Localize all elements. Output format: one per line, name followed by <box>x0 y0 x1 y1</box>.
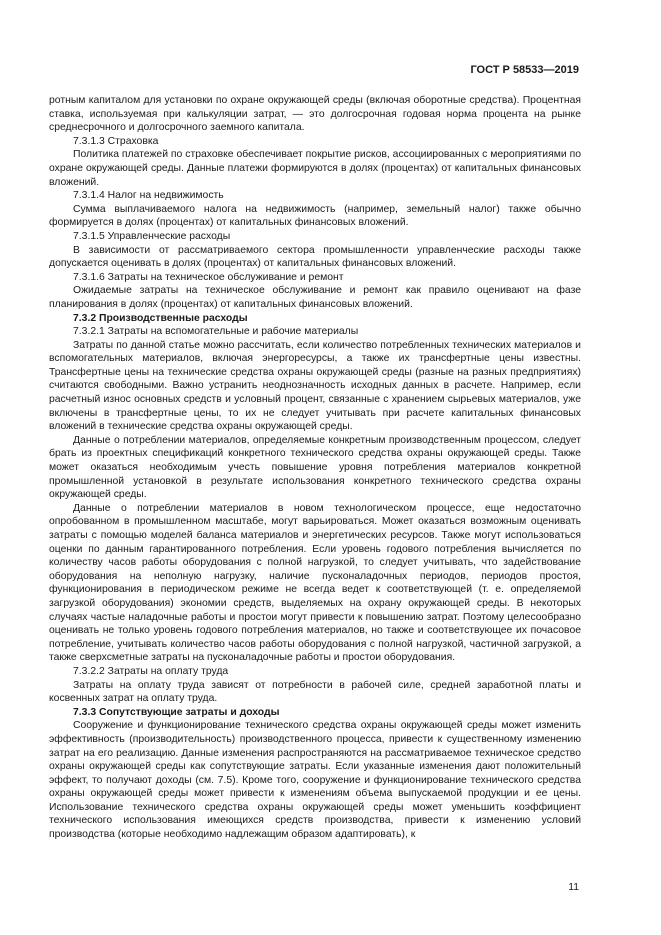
paragraph: Затраты по данной статье можно рассчитать, если количество потребленных технических материалов и вспомогательных материалов, включая энергоресурсы, а также их трансфертные цены известны. Трансфертные цены на технические средства охраны окружающей среды (разные на разных предприятиях) считаются свободными. Важно устранить неоднозначность исходных данных в расчете. Например, если расчетный износ основных средств и условный процент, связанные с хранением сырьевых материалов, уже включены в трансфертные цены, то их не следует учитывать при расчете капитальных финансовых вложений в технические средства охраны окружающей среды. <box>49 339 581 433</box>
section-heading-bold: 7.3.2 Производственные расходы <box>73 312 248 324</box>
section-heading: 7.3.1.5 Управленческие расходы <box>73 230 231 242</box>
section-heading: 7.3.1.3 Страховка <box>73 135 159 147</box>
paragraph: Данные о потреблении материалов, определяемые конкретным производственным процессом, следует брать из проектных спецификаций конкретного технического средства охраны окружающей среды. Также может оказаться необходимым учесть повышение уровня потребления материалов конкретной промышленной установкой в результате использования конкретного технического средства охраны окружающей среды. <box>49 434 581 501</box>
section-heading-bold: 7.3.3 Сопутствующие затраты и доходы <box>73 706 280 718</box>
paragraph: В зависимости от рассматриваемого сектора промышленности управленческие расходы также допускается оценивать в долях (процентах) от капитальных финансовых вложений. <box>49 244 581 270</box>
paragraph: Политика платежей по страховке обеспечивает покрытие рисков, ассоциированных с мероприятиями по охране окружающей среды. Данные платежи формируются в долях (процентах) от капитальных финансовых вложений. <box>49 149 581 188</box>
paragraph: Данные о потреблении материалов в новом технологическом процессе, еще недостаточно опробованном в промышленном масштабе, могут варьироваться. Может оказаться возможным оценивать затраты с помощью моделей баланса материалов и энергетических ресурсов. Также могут использоваться оценки по данным гарантированного потребления. Если уровень годового потребления вычисляется по количеству часов работы оборудования с полной нагрузкой, то следует учитывать, что задействование оборудования на неполную нагрузку, наличие пусконаладочных периодов, периодов простоя, функционирования в периодическом режиме не всегда ведет к соответствующей (т. е. определяемой загрузкой оборудования) экономии средств, выделяемых на охрану окружающей среды. В некоторых случаях частые наладочные работы и простои могут привести к повышению затрат. Поэтому целесообразно оценивать не только уровень годового потребления материалов, но также и соответствующее их почасовое потребление, учитывать количество часов работы оборудования с полной нагрузкой, частичной загрузкой, а также сверхсметные затраты на пусконаладочные работы и простои оборудования. <box>49 502 581 664</box>
document-header: ГОСТ Р 58533—2019 <box>470 64 579 76</box>
paragraph: Сооружение и функционирование технического средства охраны окружающей среды может изменить эффективность (производительность) производственного процесса, привести к существенному изменению затрат на его реализацию. Данные изменения распространяются на рассматриваемое техническое средство охраны окружающей среды как сопутствующие затраты. Если указанные изменения дают положительный эффект, то получают доходы (см. 7.5). Кроме того, сооружение и функционирование технического средства охраны окружающей среды может привести к изменениям объема выпускаемой продукции и ее цены. Использование технического средства охраны окружающей среды может уменьшить коэффициент технического использования имеющихся средств производства, привести к изменению условий производства (которые необходимо надлежащим образом адаптировать), к <box>49 720 581 841</box>
paragraph: Затраты на оплату труда зависят от потребности в рабочей силе, средней заработной платы и косвенных затрат на оплату труда. <box>49 679 581 705</box>
page-number: 11 <box>568 882 579 893</box>
paragraph: Ожидаемые затраты на техническое обслуживание и ремонт как правило оценивают на фазе планирования в долях (процентах) от капитальных финансовых вложений. <box>49 285 581 310</box>
section-heading: 7.3.2.2 Затраты на оплату труда <box>73 665 229 677</box>
paragraph: Сумма выплачиваемого налога на недвижимость (например, земельный налог) также обычно формируется в долях (процентах) от капитальных финансовых вложений. <box>49 203 581 229</box>
document-body <box>49 94 581 842</box>
section-heading: 7.3.1.6 Затраты на техническое обслуживание и ремонт <box>73 271 344 283</box>
section-heading: 7.3.1.4 Налог на недвижимость <box>73 190 224 202</box>
section-heading: 7.3.2.1 Затраты на вспомогательные и рабочие материалы <box>73 326 359 338</box>
paragraph-continuation: ротным капиталом для установки по охране окружающей среды (включая оборотные средства). Процентная ставка, используемая при калькуляции затрат, — это долгосрочная годовая норма процента на рынке среднесрочного и долгосрочного заемного капитала. <box>49 95 581 134</box>
